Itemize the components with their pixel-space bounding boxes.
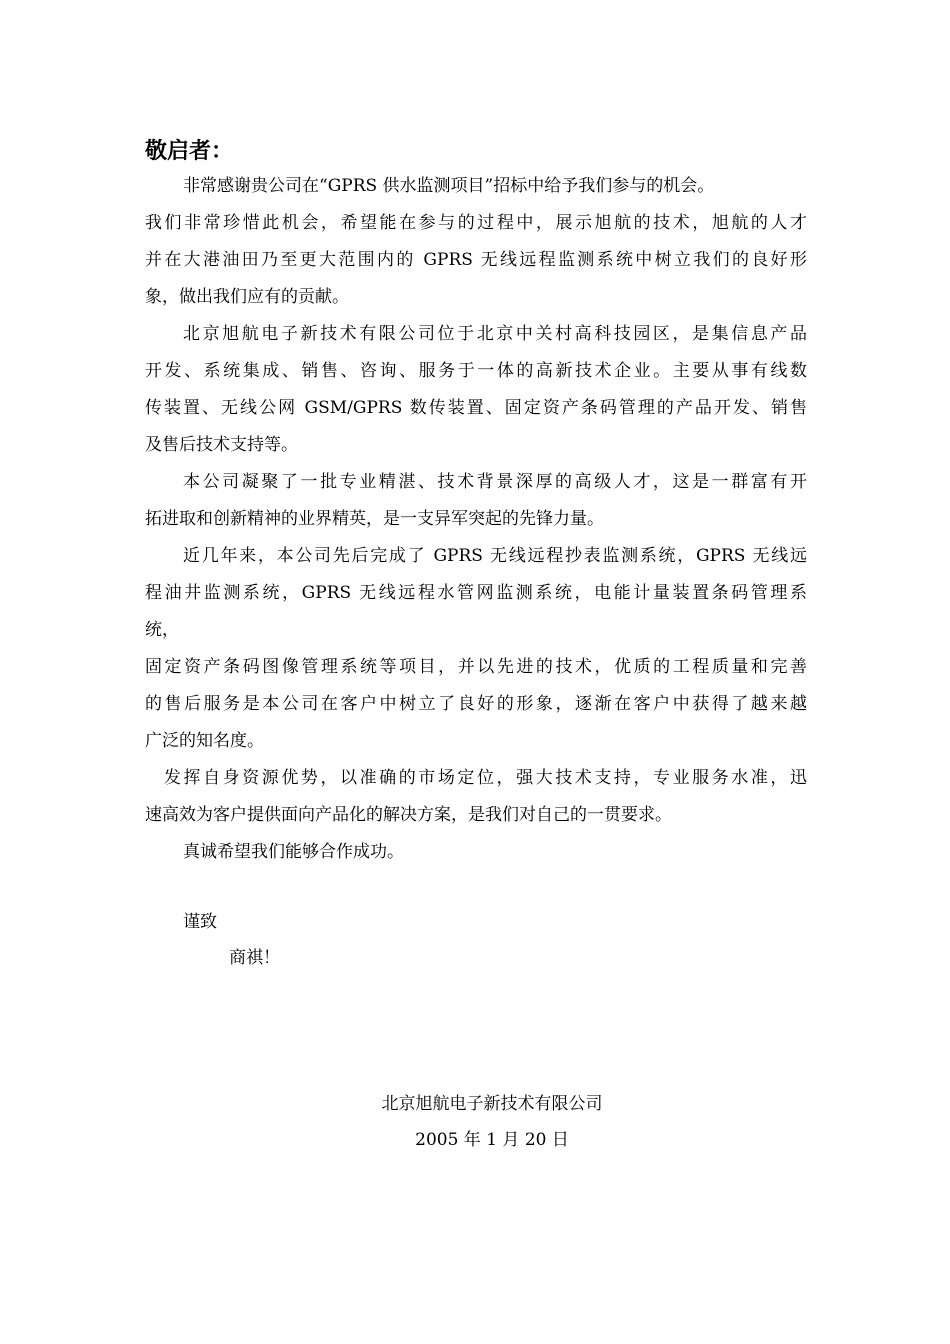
salutation: 敬启者： xyxy=(145,139,234,164)
closing-phrase: 谨致 xyxy=(183,912,217,932)
signature-date: 2005 年 1 月 20 日 xyxy=(415,1130,569,1150)
body-line: 程油井监测系统，GPRS 无线远程水管网监测系统，电能计量装置条码管理系 xyxy=(145,583,807,603)
body-line: 象，做出我们应有的贡献。 xyxy=(145,287,349,307)
body-line: 及售后技术支持等。 xyxy=(145,435,298,455)
body-line: 拓进取和创新精神的业界精英，是一支异军突起的先锋力量。 xyxy=(145,509,604,529)
closing-greeting: 商祺！ xyxy=(229,948,280,968)
body-line: 速高效为客户提供面向产品化的解决方案，是我们对自己的一贯要求。 xyxy=(145,805,672,825)
letter-body xyxy=(145,168,807,871)
body-line: 真诚希望我们能够合作成功。 xyxy=(183,842,404,862)
body-line: 非常感谢贵公司在“GPRS 供水监测项目”招标中给予我们参与的机会。 xyxy=(183,176,715,196)
signature-company: 北京旭航电子新技术有限公司 xyxy=(381,1094,603,1114)
body-line: 统， xyxy=(145,620,179,640)
body-line: 本公司凝聚了一批专业精湛、技术背景深厚的高级人才，这是一群富有开 xyxy=(183,472,807,492)
body-line: 固定资产条码图像管理系统等项目，并以先进的技术，优质的工程质量和完善 xyxy=(145,657,807,677)
body-line: 近几年来，本公司先后完成了 GPRS 无线远程抄表监测系统，GPRS 无线远 xyxy=(183,546,807,566)
body-line: 传装置、无线公网 GSM/GPRS 数传装置、固定资产条码管理的产品开发、销售 xyxy=(145,398,807,418)
body-line: 开发、系统集成、销售、咨询、服务于一体的高新技术企业。主要从事有线数 xyxy=(145,361,807,381)
body-line: 广泛的知名度。 xyxy=(145,731,264,751)
body-line: 并在大港油田乃至更大范围内的 GPRS 无线远程监测系统中树立我们的良好形 xyxy=(145,250,807,270)
body-line: 北京旭航电子新技术有限公司位于北京中关村高科技园区，是集信息产品 xyxy=(183,324,807,344)
body-line: 发挥自身资源优势，以准确的市场定位，强大技术支持，专业服务水准，迅 xyxy=(164,768,807,788)
body-line: 我们非常珍惜此机会，希望能在参与的过程中，展示旭航的技术，旭航的人才 xyxy=(145,213,807,233)
body-line: 的售后服务是本公司在客户中树立了良好的形象，逐渐在客户中获得了越来越 xyxy=(145,694,807,714)
